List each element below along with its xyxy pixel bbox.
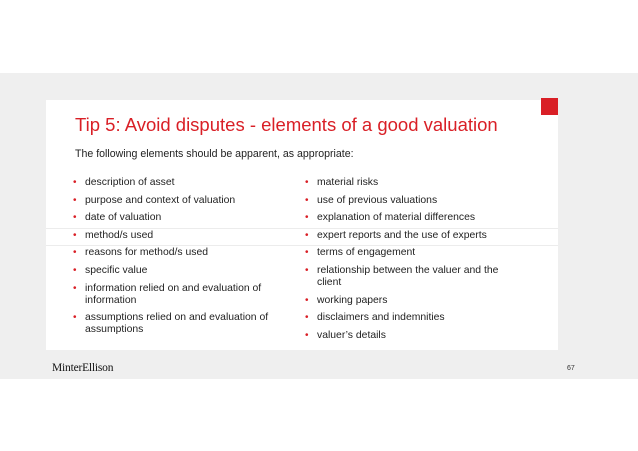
list-item: • information relied on and evaluation of information — [73, 282, 262, 306]
list-item: • working papers — [305, 294, 388, 306]
list-item: • explanation of material differences — [305, 212, 476, 224]
bullet-icon: • — [305, 194, 309, 206]
bullet-icon: • — [73, 194, 77, 206]
bullet-icon: • — [305, 229, 309, 241]
bullet-icon: • — [305, 312, 309, 324]
list-item: • method/s used — [73, 229, 154, 241]
bullet-icon: • — [73, 264, 77, 276]
bullet-icon: • — [305, 329, 309, 341]
left-bullet-list — [73, 177, 283, 342]
list-item: • material risks — [305, 177, 379, 188]
page-number: 67 — [567, 365, 575, 372]
bullet-icon: • — [305, 294, 309, 306]
bullet-icon: • — [73, 177, 77, 188]
bullet-icon: • — [305, 212, 309, 224]
slide-intro: The following elements should be apparent, as appropriate: — [75, 148, 354, 160]
list-item: • terms of engagement — [305, 247, 416, 259]
list-item: • valuer’s details — [305, 329, 386, 341]
bullet-icon: • — [305, 264, 309, 276]
list-item: • disclaimers and indemnities — [305, 312, 445, 324]
minterellison-logo: MinterEllison — [52, 362, 114, 374]
list-item: • description of asset — [73, 177, 175, 188]
bullet-icon: • — [73, 212, 77, 224]
list-item: • use of previous valuations — [305, 194, 438, 206]
list-item: • expert reports and the use of experts — [305, 229, 487, 241]
list-item: • purpose and context of valuation — [73, 194, 236, 206]
right-bullet-list — [305, 177, 520, 347]
list-item: • assumptions relied on and evaluation of assumptions — [73, 312, 269, 336]
list-item: • reasons for method/s used — [73, 247, 209, 259]
bullet-icon: • — [305, 177, 309, 188]
bullet-icon: • — [73, 312, 77, 324]
slide-title: Tip 5: Avoid disputes - elements of a good valuation — [75, 114, 498, 135]
list-item: • relationship between the valuer and the client — [305, 264, 499, 288]
bullet-icon: • — [73, 229, 77, 241]
bullet-icon: • — [73, 282, 77, 294]
bullet-icon: • — [305, 247, 309, 259]
bullet-icon: • — [73, 247, 77, 259]
list-item: • date of valuation — [73, 212, 162, 224]
list-item: • specific value — [73, 264, 148, 276]
brand-accent-square — [541, 98, 558, 115]
